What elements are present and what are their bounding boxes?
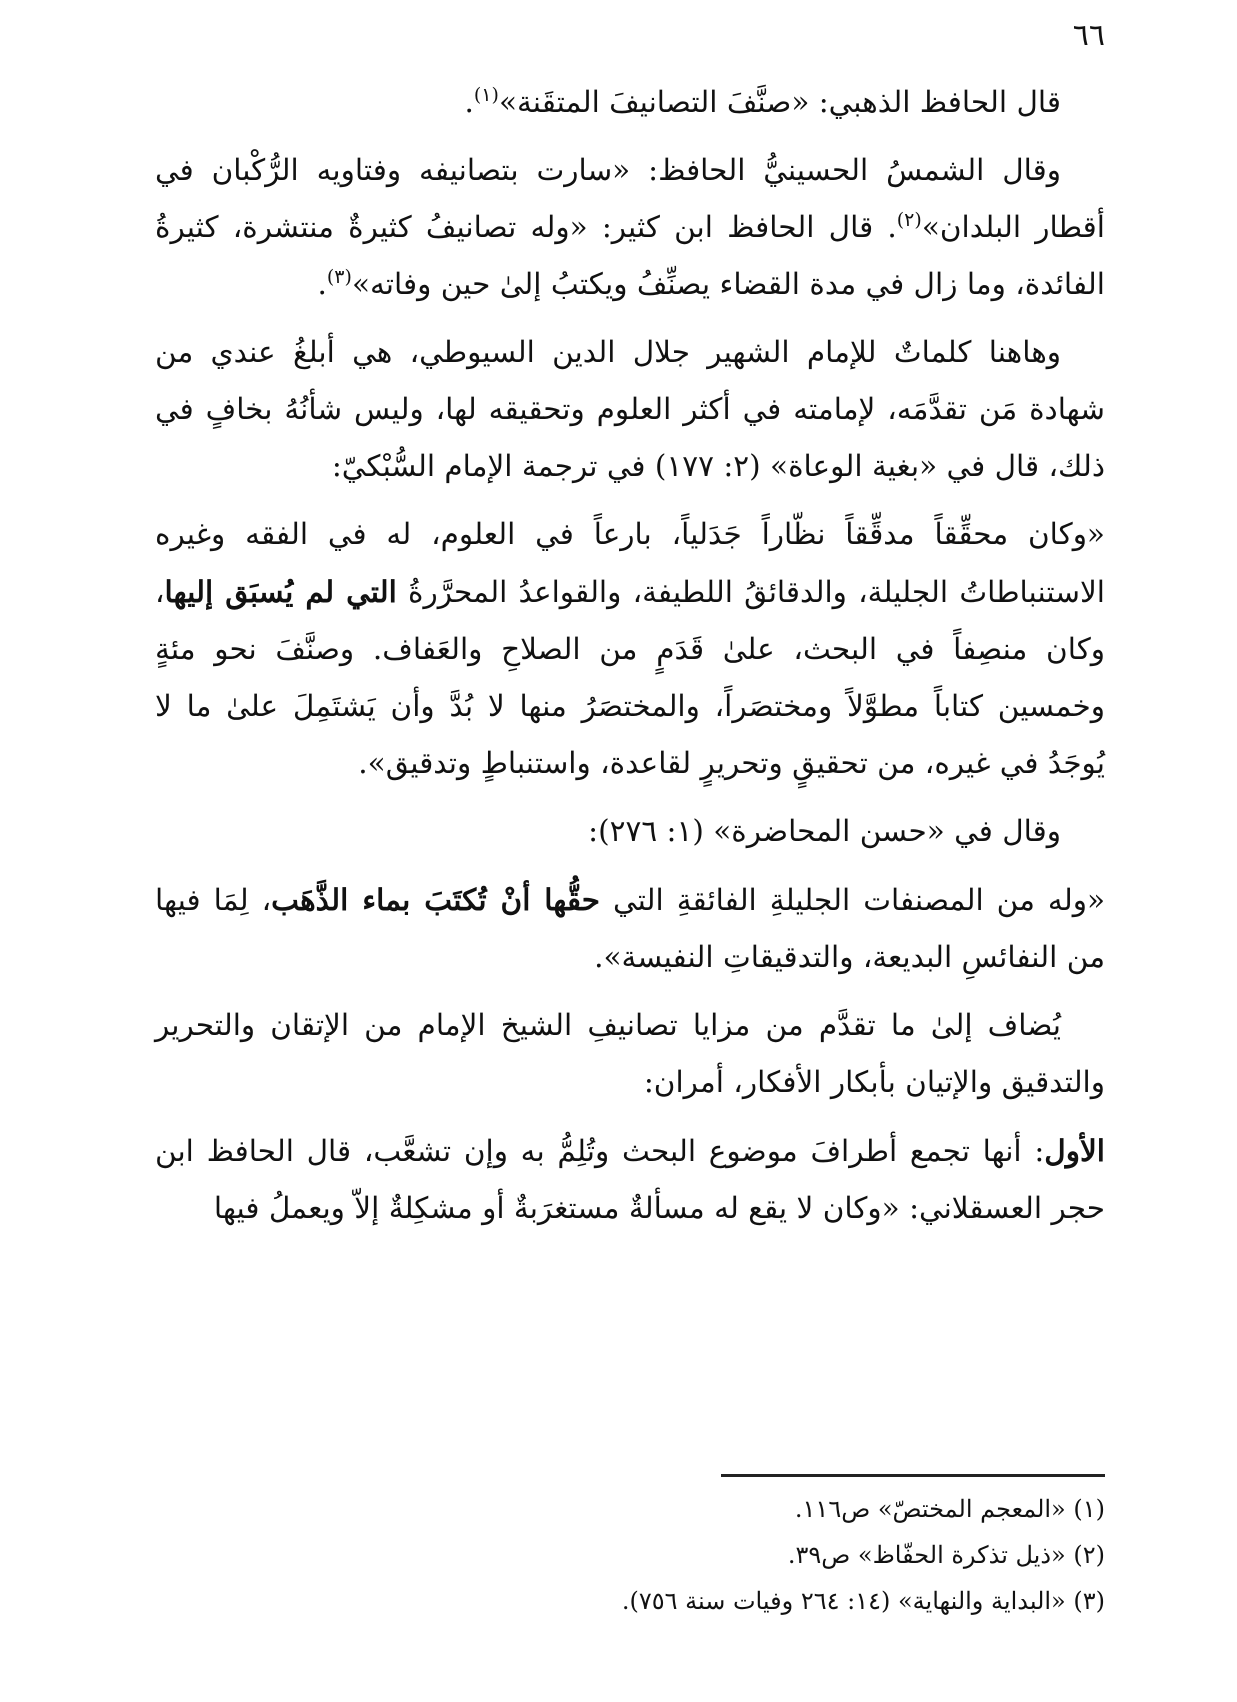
page-number: ٦٦ [1072, 18, 1105, 53]
footnote: (٢) «ذيل تذكرة الحفّاظ» ص٣٩. [787, 1541, 1105, 1569]
emphasized-text: الأول [1044, 1133, 1105, 1168]
text-run: ، لِمَا فيها من النفائسِ البديعة، والتدقيقاتِ النفيسة». [155, 883, 1105, 974]
footnote: (٣) «البداية والنهاية» (١٤: ٢٦٤ وفيات سنة ٧٥٦). [621, 1587, 1105, 1615]
text-run: «وكان محقِّقاً مدقِّقاً نظّاراً جَدَلياً، بارعاً في العلوم، له في الفقه وغيره الاستنباطاتُ الجليلة، والدقائقُ اللطيفة، والقواعدُ المحرَّرةُ [155, 517, 1105, 609]
quote-paragraph [155, 1122, 1105, 1237]
paragraph [155, 142, 1105, 313]
emphasized-text: التي لم يُسبَق إليها [164, 574, 397, 609]
body-text [155, 74, 1105, 1248]
paragraph [155, 997, 1105, 1111]
paragraph [155, 803, 1105, 860]
text-run: ، وكان منصِفاً في البحث، علىٰ قَدَمٍ من الصلاحِ والعَفاف. وصنَّفَ نحو مئةٍ وخمسين كتاباً مطوَّلاً ومختصَراً، والمختصَرُ منها لا بُدَّ وأن يَشتَمِلَ علىٰ ما لا يُوجَدُ في غيره، من تحقيقٍ وتحريرٍ لقاعدة، واستنباطٍ وتدقيق». [155, 575, 1105, 780]
quote-paragraph [155, 871, 1105, 986]
text-run: قال الحافظ الذهبي: «صنَّفَ التصانيفَ المتقَنة» [498, 85, 1061, 119]
text-run: وقال في «حسن المحاضرة» (١: ٢٧٦): [588, 814, 1061, 848]
emphasized-text: حقُّها أنْ تُكتَبَ بماء الذَّهَب [271, 882, 601, 917]
text-run: . [464, 85, 474, 119]
paragraph [155, 74, 1105, 131]
paragraph [155, 324, 1105, 495]
text-run: «وله من المصنفات الجليلةِ الفائقةِ التي [600, 883, 1105, 917]
footnote: (١) «المعجم المختصّ» ص١١٦. [794, 1495, 1105, 1523]
text-run: : أنها تجمع أطرافَ موضوع البحث وتُلِمُّ به وإن تشعَّب، قال الحافظ ابن حجر العسقلاني: «وكان لا يقع له مسألةٌ مستغرَبةٌ أو مشكِلةٌ إلاّ ويعملُ فيها [155, 1134, 1105, 1225]
footnote-reference: (٢) [896, 209, 922, 232]
text-run: يُضاف إلىٰ ما تقدَّم من مزايا تصانيفِ الشيخ الإمام من الإتقان والتحرير والتدقيق والإتيان بأبكار الأفكار، أمران: [155, 1008, 1105, 1099]
footnotes [155, 1486, 1105, 1624]
text-run: وهاهنا كلماتٌ للإمام الشهير جلال الدين السيوطي، هي أبلغُ عندي من شهادة مَن تقدَّمَه، لإمامته في أكثر العلوم وتحقيقه لها، وليس شأنُهُ بخافٍ في ذلك، قال في «بغية الوعاة» (٢: ١٧٧) في ترجمة الإمام السُّبْكيّ: [155, 335, 1105, 483]
text-run: . [317, 267, 327, 301]
text-run: وقال الشمسُ الحسينيُّ الحافظ: «سارت بتصانيفه وفتاويه الرُّكْبان في أقطار البلدان» [155, 153, 1105, 244]
footnote-reference: (١) [473, 84, 499, 107]
footnote-divider [721, 1474, 1105, 1477]
quote-paragraph [155, 506, 1105, 792]
text-run: . قال الحافظ ابن كثير: «وله تصانيفُ كثيرةٌ منتشرة، كثيرةُ الفائدة، وما زال في مدة القضاء يصنِّفُ ويكتبُ إلىٰ حين وفاته» [155, 210, 1105, 301]
footnote-reference: (٣) [326, 266, 352, 289]
